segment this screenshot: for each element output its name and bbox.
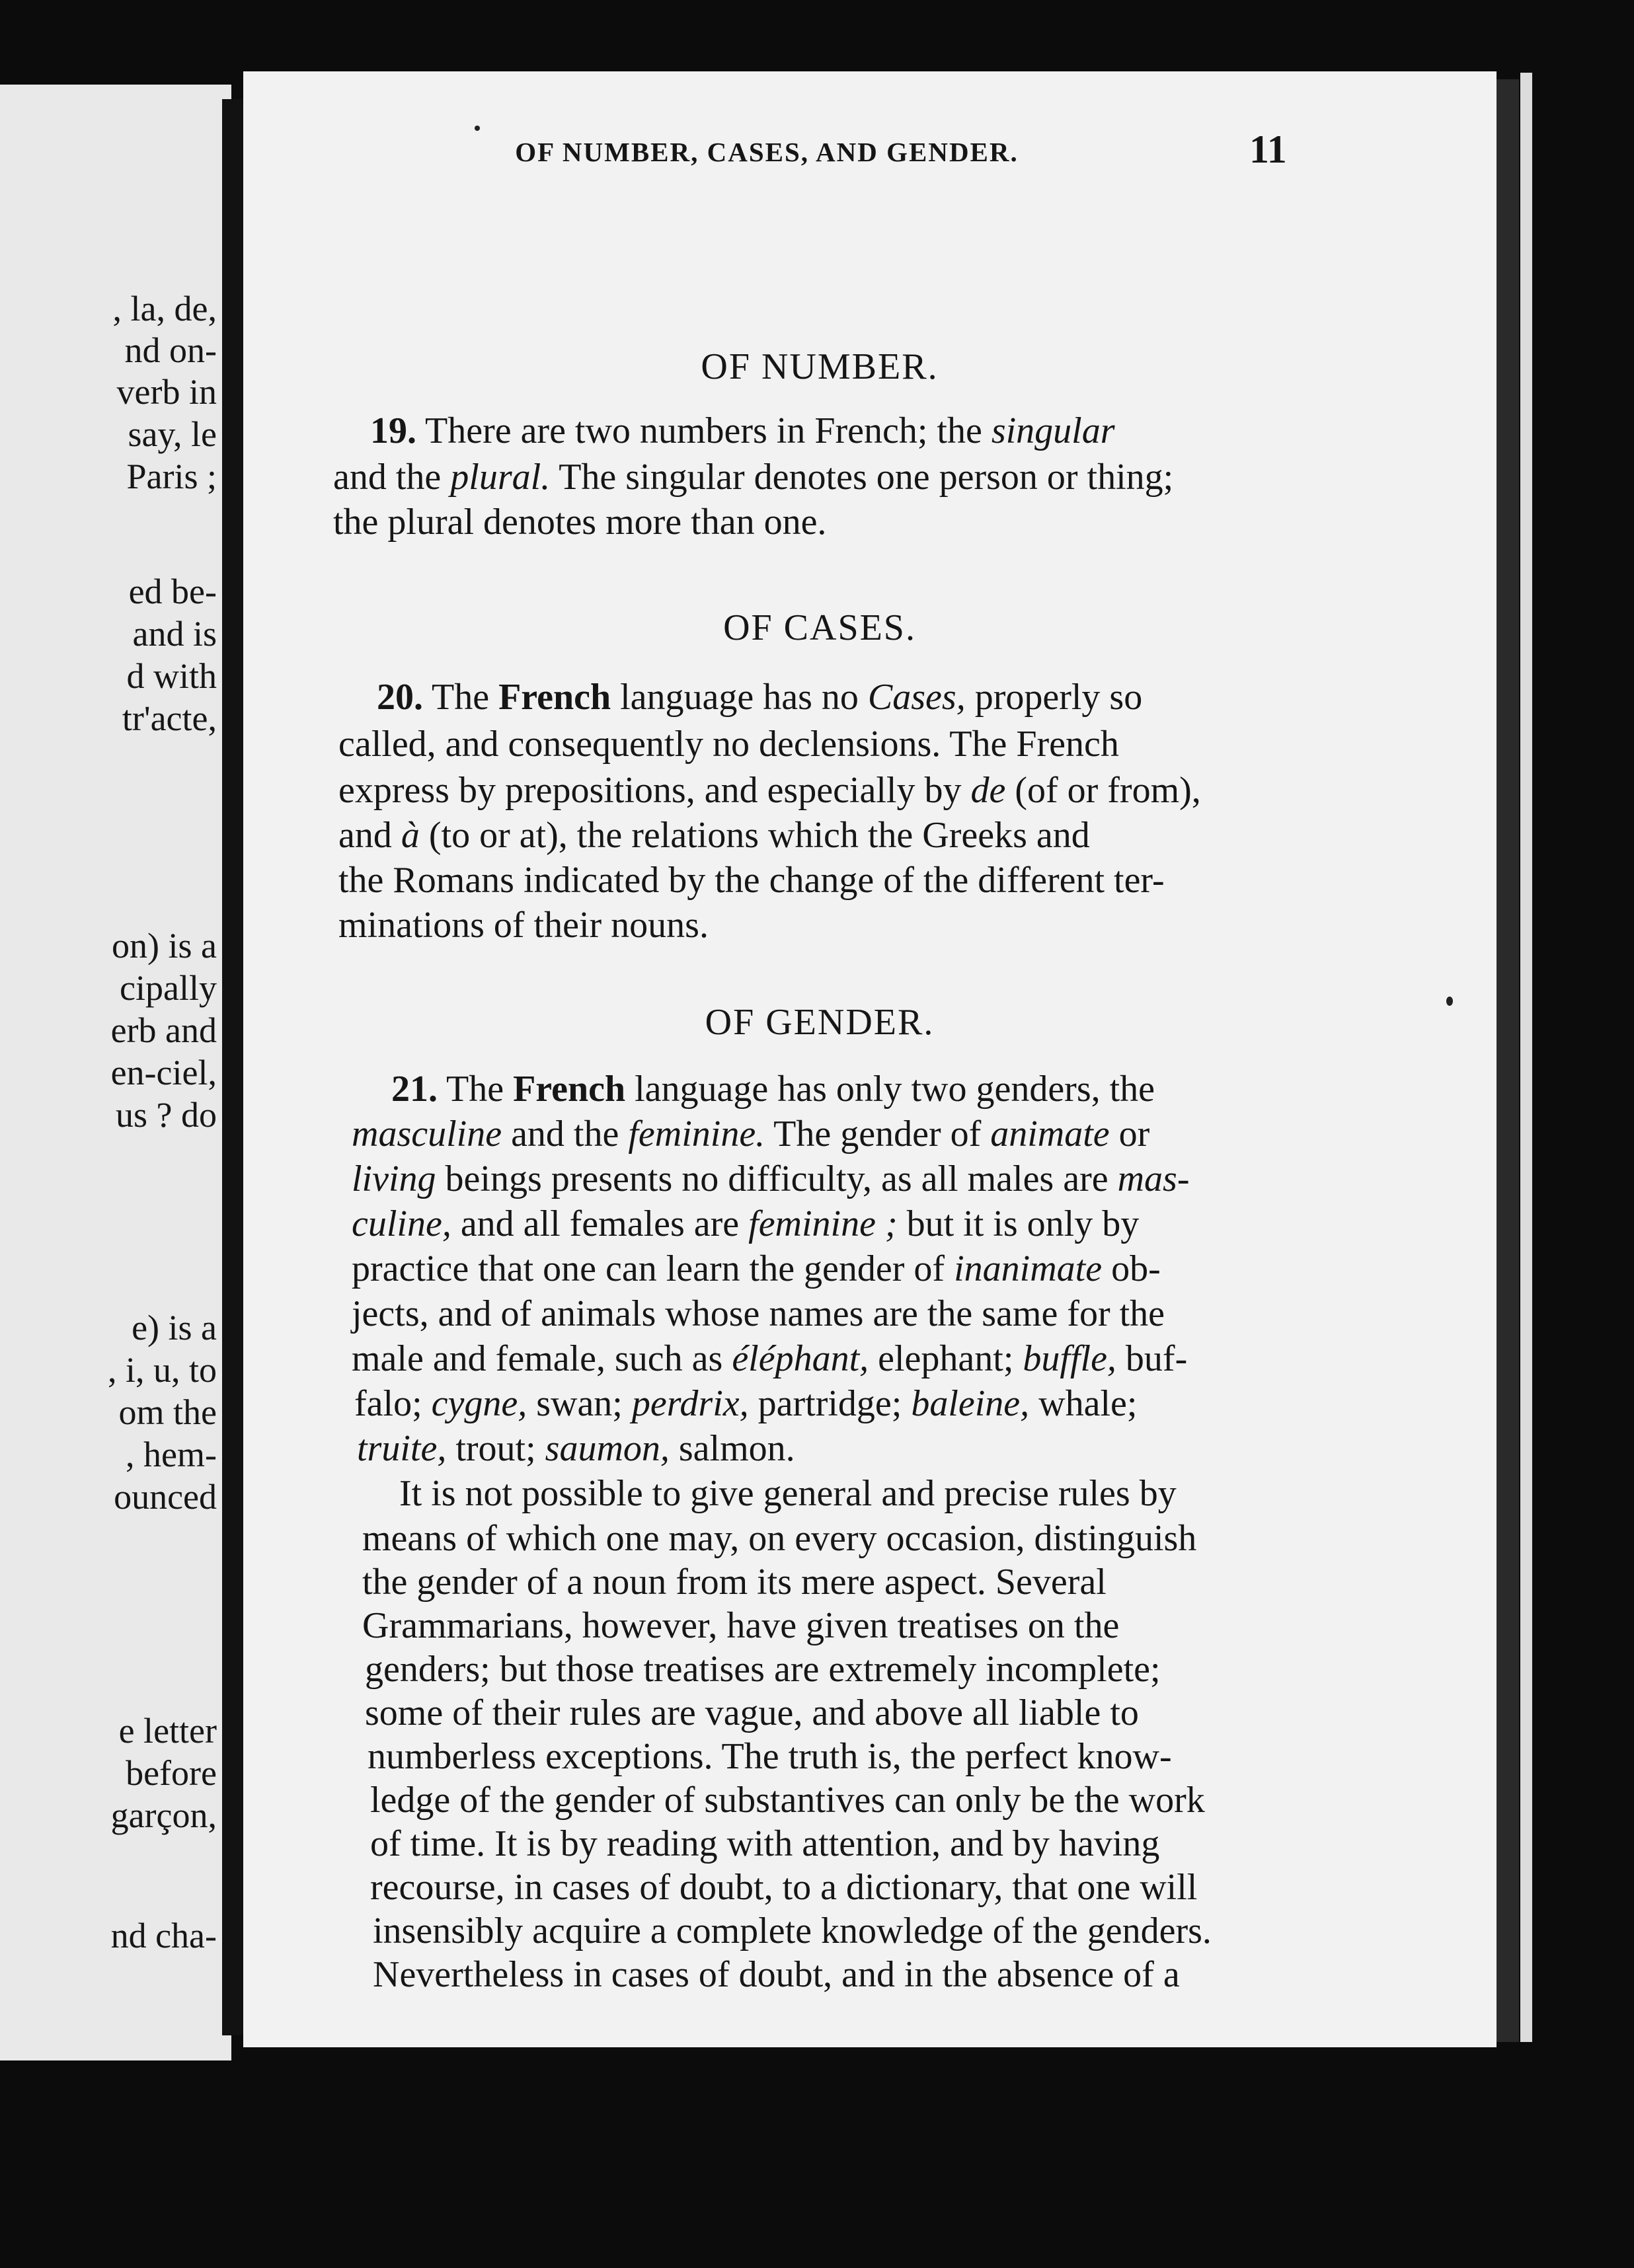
text-span: (of or from), bbox=[1015, 770, 1201, 811]
paragraph-number: 20. bbox=[377, 677, 423, 718]
text-span: express by prepositions, and especially by bbox=[338, 770, 962, 811]
section-heading-number: OF NUMBER. bbox=[701, 346, 939, 387]
text-span: French bbox=[513, 1069, 626, 1110]
section-heading-gender: OF GENDER. bbox=[705, 1002, 935, 1043]
left-page-line: on) is a bbox=[112, 926, 217, 965]
text-span: The bbox=[432, 677, 490, 718]
text-span: elephant; bbox=[878, 1338, 1014, 1379]
left-page-line: e letter bbox=[118, 1711, 217, 1751]
text-line: genders; but those treatises are extremely incomplete; bbox=[365, 1649, 1161, 1690]
left-page-line: Paris ; bbox=[126, 457, 217, 496]
italic-term: living bbox=[352, 1158, 436, 1199]
text-line bbox=[333, 459, 1173, 496]
text-span: French bbox=[498, 677, 611, 718]
text-span: language has only two genders, the bbox=[635, 1069, 1155, 1110]
left-page-line: ounced bbox=[114, 1477, 217, 1517]
text-span: (to or at), the relations which the Greeks and bbox=[428, 815, 1090, 856]
page-edge-shadow bbox=[1497, 79, 1519, 2042]
paragraph-number: 19. bbox=[370, 410, 416, 451]
text-span: practice that one can learn the gender of bbox=[352, 1248, 945, 1289]
text-span: buf- bbox=[1125, 1338, 1188, 1379]
text-line: means of which one may, on every occasion, distinguish bbox=[362, 1518, 1197, 1559]
text-line: called, and consequently no declensions. The French bbox=[338, 724, 1119, 765]
text-line bbox=[352, 1205, 1139, 1242]
text-line bbox=[352, 1250, 1161, 1287]
italic-term: cygne, bbox=[431, 1383, 527, 1424]
running-head: OF NUMBER, CASES, AND GENDER. bbox=[515, 137, 1019, 167]
italic-term: feminine ; bbox=[748, 1203, 898, 1244]
italic-term: culine, bbox=[352, 1203, 451, 1244]
text-line: Nevertheless in cases of doubt, and in the absence of a bbox=[373, 1954, 1180, 1995]
text-span: male and female, such as bbox=[352, 1338, 723, 1379]
text-line: Grammarians, however, have given treatises on the bbox=[362, 1605, 1120, 1646]
text-span: beings presents no difficulty, as all males are bbox=[445, 1158, 1109, 1199]
page-number: 11 bbox=[1249, 128, 1287, 171]
left-page-line: ed be- bbox=[128, 572, 217, 611]
text-span: swan; bbox=[536, 1383, 623, 1424]
italic-term: masculine bbox=[352, 1114, 502, 1154]
text-line bbox=[354, 1385, 1137, 1422]
text-span: The singular denotes one person or thing; bbox=[559, 457, 1174, 498]
ink-speck bbox=[475, 126, 480, 131]
text-line bbox=[391, 1071, 1155, 1108]
italic-term: Cases, bbox=[867, 677, 966, 718]
italic-term: baleine, bbox=[911, 1383, 1030, 1424]
text-span: whale; bbox=[1038, 1383, 1138, 1424]
left-page-line: say, le bbox=[128, 414, 217, 454]
text-line: ledge of the gender of substantives can only be the work bbox=[370, 1780, 1205, 1821]
left-page-line: before bbox=[126, 1753, 217, 1793]
text-line: the Romans indicated by the change of the different ter- bbox=[338, 860, 1165, 901]
text-span: There are two numbers in French; the bbox=[425, 410, 982, 451]
text-line: recourse, in cases of doubt, to a dictionary, that one will bbox=[370, 1867, 1198, 1908]
left-page-line: verb in bbox=[116, 372, 217, 412]
text-span: but it is only by bbox=[906, 1203, 1140, 1244]
left-page-line: erb and bbox=[110, 1010, 217, 1050]
text-line: minations of their nouns. bbox=[338, 905, 709, 946]
section-heading-cases: OF CASES. bbox=[723, 607, 916, 648]
left-page-line: nd cha- bbox=[110, 1916, 217, 1955]
text-line bbox=[338, 772, 1201, 809]
left-page-line: e) is a bbox=[132, 1308, 217, 1347]
text-line: numberless exceptions. The truth is, the perfect know- bbox=[368, 1736, 1172, 1777]
italic-term: truite, bbox=[357, 1428, 447, 1469]
left-page-line: , la, de, bbox=[112, 289, 217, 328]
text-line bbox=[338, 817, 1090, 854]
italic-term: buffle, bbox=[1023, 1338, 1116, 1379]
text-span: and the bbox=[511, 1114, 619, 1154]
text-line: insensibly acquire a complete knowledge of the genders. bbox=[373, 1910, 1212, 1951]
italic-term: inanimate bbox=[954, 1248, 1103, 1289]
text-span: The gender of bbox=[773, 1114, 982, 1154]
text-span: or bbox=[1118, 1114, 1150, 1154]
italic-term: de bbox=[970, 770, 1006, 811]
text-line: some of their rules are vague, and above all liable to bbox=[365, 1692, 1139, 1733]
text-span: partridge; bbox=[758, 1383, 902, 1424]
text-span: ob- bbox=[1111, 1248, 1161, 1289]
text-span: language has no bbox=[620, 677, 859, 718]
text-span: and bbox=[338, 815, 392, 856]
italic-term: feminine. bbox=[628, 1114, 765, 1154]
left-page-line: nd on- bbox=[124, 330, 217, 370]
left-page-line: , hem- bbox=[126, 1435, 217, 1474]
paragraph-number: 21. bbox=[391, 1069, 438, 1110]
text-span: and all females are bbox=[460, 1203, 740, 1244]
italic-term: saumon, bbox=[545, 1428, 670, 1469]
text-line: It is not possible to give general and precise rules by bbox=[399, 1473, 1177, 1514]
text-span: properly so bbox=[974, 677, 1143, 718]
left-page-line: and is bbox=[132, 614, 217, 654]
text-line: the plural denotes more than one. bbox=[333, 502, 827, 543]
italic-term: plural. bbox=[450, 457, 551, 498]
text-span: and the bbox=[333, 457, 442, 498]
italic-term: animate bbox=[990, 1114, 1110, 1154]
left-page-line: en-ciel, bbox=[110, 1053, 217, 1092]
text-span: falo; bbox=[354, 1383, 422, 1424]
book-gutter bbox=[222, 99, 246, 2035]
italic-term: éléphant, bbox=[732, 1338, 869, 1379]
left-page-line: tr'acte, bbox=[122, 699, 217, 738]
left-page-line: om the bbox=[118, 1392, 217, 1432]
text-line bbox=[352, 1115, 1149, 1153]
text-line: of time. It is by reading with attention, and by having bbox=[370, 1823, 1160, 1864]
text-line bbox=[377, 679, 1142, 716]
left-page-line: us ? do bbox=[116, 1095, 217, 1135]
italic-term: perdrix, bbox=[631, 1383, 749, 1424]
page-edge-strip bbox=[1520, 73, 1532, 2042]
text-line bbox=[370, 412, 1115, 449]
text-line: jects, and of animals whose names are the same for the bbox=[352, 1293, 1165, 1334]
italic-term: mas- bbox=[1117, 1158, 1190, 1199]
text-line bbox=[357, 1430, 795, 1467]
text-line bbox=[352, 1340, 1187, 1377]
text-span: salmon. bbox=[678, 1428, 795, 1469]
left-page-line: cipally bbox=[120, 968, 217, 1008]
left-page-line: , i, u, to bbox=[107, 1350, 217, 1390]
left-page-line: d with bbox=[126, 656, 217, 696]
ink-speck bbox=[1446, 997, 1453, 1006]
text-line bbox=[352, 1160, 1189, 1197]
left-page bbox=[0, 85, 231, 2060]
text-span: The bbox=[446, 1069, 504, 1110]
left-page-line: garçon, bbox=[110, 1796, 217, 1835]
italic-term: singular bbox=[991, 410, 1115, 451]
text-span: trout; bbox=[455, 1428, 536, 1469]
text-line: the gender of a noun from its mere aspect. Several bbox=[362, 1562, 1107, 1603]
italic-term: à bbox=[401, 815, 420, 856]
